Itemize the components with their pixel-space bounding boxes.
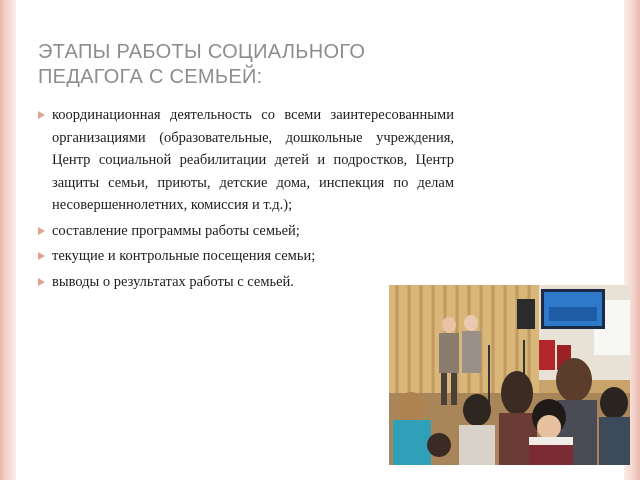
- slide: [16, 0, 624, 480]
- arrowhead-bullet-icon: [38, 278, 45, 286]
- bullet-text: текущие и контрольные посещения семьи;: [52, 248, 316, 264]
- bullet-item: [38, 245, 454, 268]
- arrowhead-bullet-icon: [38, 111, 45, 119]
- arrowhead-bullet-icon: [38, 227, 45, 235]
- slide-left-border: [0, 0, 16, 480]
- meeting-photo: [389, 285, 630, 465]
- arrowhead-bullet-icon: [38, 252, 45, 260]
- bullet-text: координационная деятельность со всеми заинтересованными организациями (образовательные, дошкольные учреждения, Центр социальной реабилитации детей и подростков, Центр защиты семьи, приюты, детские дома, инспекция по делам несовершеннолетних, комиссия и т.д.);: [52, 107, 454, 213]
- slide-title: ЭТАПЫ РАБОТЫ СОЦИАЛЬНОГО ПЕДАГОГА С СЕМЬЕЙ:: [38, 41, 366, 88]
- bullet-item: [38, 104, 454, 217]
- bullet-text: составление программы работы семьей;: [52, 222, 300, 239]
- bullet-list: [38, 104, 454, 296]
- meeting-photo-illustration: [389, 285, 630, 465]
- bullet-item: [38, 220, 454, 243]
- bullet-text: выводы о результатах работы с семьей.: [52, 273, 294, 290]
